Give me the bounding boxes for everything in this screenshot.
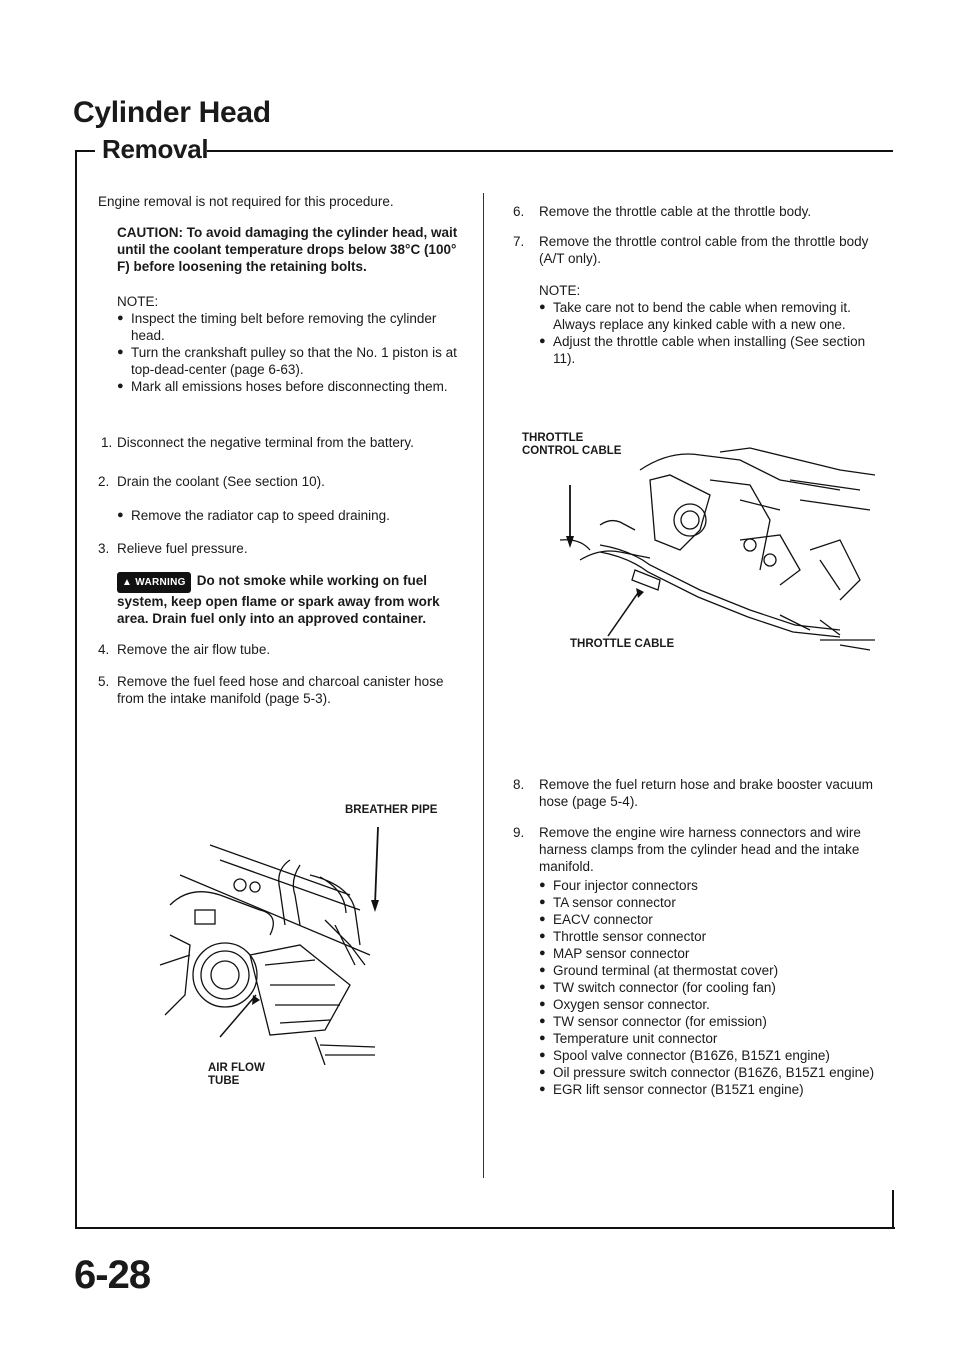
section-rule	[207, 150, 893, 152]
connector-item: ● Four injector connectors	[539, 877, 883, 894]
connector-item: ● Temperature unit connector	[539, 1030, 883, 1047]
note-item: ● Adjust the throttle cable when installing (See section 11).	[539, 333, 883, 367]
warning-badge: ▲ WARNING	[117, 572, 191, 593]
throttle-cable-illustration	[540, 440, 880, 655]
connector-item: ● Ground terminal (at thermostat cover)	[539, 962, 883, 979]
connector-item: ● Oxygen sensor connector.	[539, 996, 883, 1013]
right-steps-lower	[513, 776, 883, 1098]
caution-text: CAUTION: To avoid damaging the cylinder head, wait until the coolant temperature drops below 38°C (100° F) before loosening the retaining bolts.	[117, 225, 458, 274]
step-text: Remove the throttle control cable from the throttle body (A/T only).	[539, 234, 869, 266]
step-number: 5.	[98, 674, 110, 689]
step-text: Drain the coolant (See section 10).	[117, 474, 325, 489]
step-number: 4.	[98, 642, 110, 657]
note-item: ● Inspect the timing belt before removing the cylinder head.	[117, 310, 463, 344]
page-title: Cylinder Head	[73, 96, 271, 129]
connector-item: ● Throttle sensor connector	[539, 928, 883, 945]
note-label: NOTE:	[117, 294, 159, 309]
step-item	[98, 434, 463, 452]
step-text: Remove the fuel return hose and brake booster vacuum hose (page 5-4).	[539, 777, 873, 809]
label-throttle-cable: THROTTLE CABLE	[570, 638, 675, 650]
connector-list	[539, 877, 883, 1098]
step-text: Remove the air flow tube.	[117, 642, 271, 657]
section-title: Removal	[102, 134, 209, 164]
left-column	[98, 193, 463, 395]
connector-item: ● TW sensor connector (for emission)	[539, 1013, 883, 1030]
step-item	[513, 233, 883, 267]
step-bullet: ● Remove the radiator cap to speed draining.	[117, 507, 463, 524]
step-number: 8.	[513, 777, 525, 792]
warning-text: Do not smoke while working on fuel system, keep open flame or spark away from work area. Drain fuel only into an approved container.	[117, 573, 440, 626]
section-bracket-left	[75, 150, 77, 1228]
note-item: ● Take care not to bend the cable when removing it. Always replace any kinked cable with a new one.	[539, 299, 883, 333]
breather-pipe-illustration	[150, 815, 380, 1065]
step-number: 9.	[513, 825, 525, 840]
label-air-flow-tube	[208, 1062, 265, 1088]
step-item	[98, 473, 463, 491]
label-throttle-control-cable-line2: CONTROL CABLE	[522, 445, 622, 457]
label-air-flow-tube-line1: AIR FLOW	[208, 1062, 265, 1074]
note-item: ● Mark all emissions hoses before disconnecting them.	[117, 378, 463, 395]
step-item	[98, 540, 463, 558]
step-item	[513, 824, 883, 875]
column-divider	[483, 193, 484, 1178]
left-steps	[98, 434, 463, 707]
bottom-right-bracket	[892, 1190, 894, 1228]
connector-item: ● TW switch connector (for cooling fan)	[539, 979, 883, 996]
note-item: ● Turn the crankshaft pulley so that the No. 1 piston is at top-dead-center (page 6-63).	[117, 344, 463, 378]
connector-item: ● Oil pressure switch connector (B16Z6, B15Z1 engine)	[539, 1064, 883, 1081]
warning-badge-label: WARNING	[135, 577, 186, 588]
step-text: Relieve fuel pressure.	[117, 541, 248, 556]
right-column	[513, 203, 883, 367]
step-number: 3.	[98, 541, 110, 556]
connector-item: ● EACV connector	[539, 911, 883, 928]
step-number: 7.	[513, 234, 525, 249]
connector-item: ● EGR lift sensor connector (B15Z1 engine)	[539, 1081, 883, 1098]
step-item	[513, 203, 883, 220]
step-number: 2.	[98, 474, 110, 489]
step-text: Remove the fuel feed hose and charcoal canister hose from the intake manifold (page 5-3).	[117, 674, 444, 706]
step-text: Remove the throttle cable at the throttle body.	[539, 204, 812, 219]
step-text: Remove the engine wire harness connectors and wire harness clamps from the cylinder head and the intake manifold.	[539, 825, 861, 874]
step-item	[98, 673, 463, 707]
page-number: 6-28	[74, 1253, 151, 1297]
connector-item: ● MAP sensor connector	[539, 945, 883, 962]
step-item	[98, 641, 463, 659]
connector-item: ● TA sensor connector	[539, 894, 883, 911]
label-breather-pipe: BREATHER PIPE	[345, 804, 438, 816]
note-label: NOTE:	[539, 283, 581, 298]
intro-text: Engine removal is not required for this procedure.	[98, 194, 394, 209]
step-number: 1.	[101, 435, 113, 450]
label-air-flow-tube-line2: TUBE	[208, 1075, 240, 1087]
step-item	[513, 776, 883, 810]
step-text: Disconnect the negative terminal from the battery.	[117, 435, 414, 450]
bottom-rule	[75, 1227, 895, 1229]
warning-block	[117, 572, 463, 627]
section-bracket-top	[75, 150, 95, 152]
connector-item: ● Spool valve connector (B16Z6, B15Z1 engine)	[539, 1047, 883, 1064]
label-throttle-control-cable-line1: THROTTLE	[522, 432, 584, 444]
step-number: 6.	[513, 204, 525, 219]
